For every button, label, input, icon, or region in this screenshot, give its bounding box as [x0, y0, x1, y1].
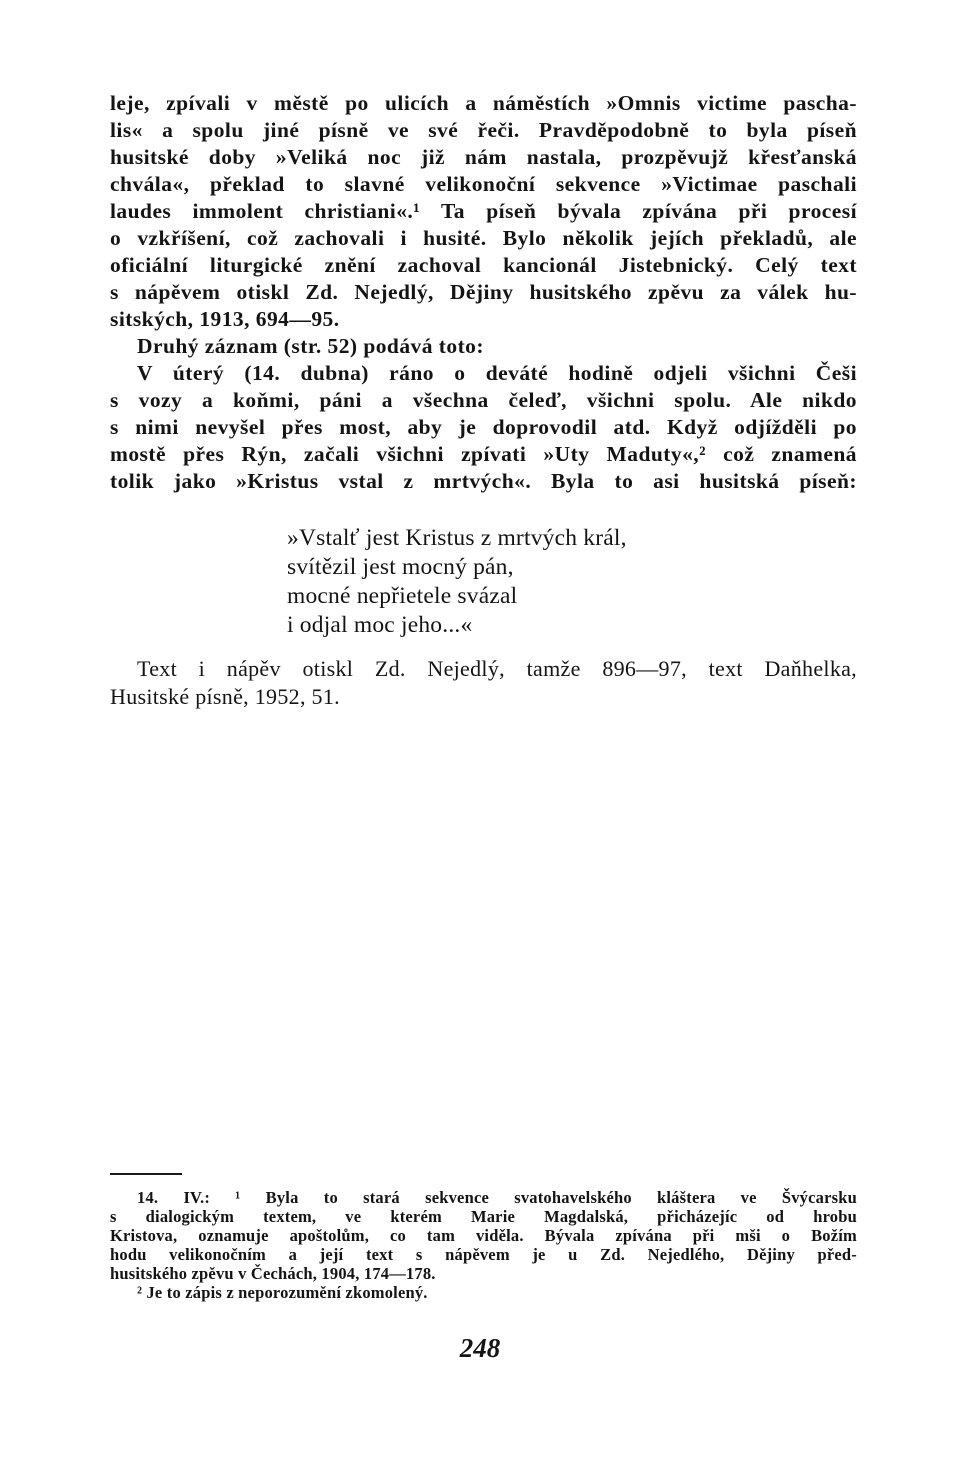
verse-line: i odjal moc jeho...«	[287, 612, 473, 638]
body-line: tolik jako »Kristus vstal z mrtvých«. Byla to asi husitská píseň:	[110, 469, 857, 493]
body-line: husitské doby »Veliká noc již nám nastala, prozpěvujž křesťanská	[110, 145, 857, 169]
closing-paragraph-line: Husitské písně, 1952, 51.	[110, 684, 340, 709]
page-number: 248	[459, 1333, 501, 1363]
footnote-line: s dialogickým textem, ve kterém Marie Magdalská, přicházejíc od hrobu	[110, 1207, 857, 1226]
body-line: chvála«, překlad to slavné velikonoční sekvence »Victimae paschali	[110, 172, 857, 196]
body-line: o vzkříšení, což zachovali i husité. Bylo několik jejích překladů, ale	[110, 226, 857, 250]
verse-line: »Vstalť jest Kristus z mrtvých král,	[287, 525, 627, 551]
closing-paragraph-line: Text i nápěv otiskl Zd. Nejedlý, tamže 896—97, text Daňhelka,	[137, 656, 857, 681]
footnote-rule	[110, 1173, 182, 1175]
body-line: mostě přes Rýn, začali všichni zpívati »Uty Maduty«,² což znamená	[110, 442, 857, 466]
footnote-line: husitského zpěvu v Čechách, 1904, 174—178.	[110, 1264, 436, 1283]
body-line: lis« a spolu jiné písně ve své řeči. Pravděpodobně to byla píseň	[110, 118, 857, 142]
body-line: Druhý záznam (str. 52) podává toto:	[137, 334, 484, 358]
footnote-line: Kristova, oznamuje apoštolům, co tam viděla. Bývala zpívána při mši o Božím	[110, 1226, 857, 1245]
verse-line: mocné nepřietele svázal	[287, 583, 518, 609]
body-line: oficiální liturgické znění zachoval kancionál Jistebnický. Celý text	[110, 253, 857, 277]
body-line: V úterý (14. dubna) ráno o deváté hodině odjeli všichni Češi	[137, 361, 857, 385]
verse-line: svítězil jest mocný pán,	[287, 554, 514, 580]
footnote-line: ² Je to zápis z neporozumění zkomolený.	[137, 1283, 428, 1302]
body-line: sitských, 1913, 694—95.	[110, 307, 340, 331]
body-line: laudes immolent christiani«.¹ Ta píseň bývala zpívána při procesí	[110, 199, 857, 223]
body-line: s nimi nevyšel přes most, aby je doprovodil atd. Když odjížděli po	[110, 415, 857, 439]
footnote-line: hodu velikonočním a její text s nápěvem je u Zd. Nejedlého, Dějiny před-	[110, 1245, 857, 1264]
body-line: s nápěvem otiskl Zd. Nejedlý, Dějiny husitského zpěvu za válek hu-	[110, 280, 857, 304]
body-line: s vozy a koňmi, páni a všechna čeleď, všichni spolu. Ale nikdo	[110, 388, 857, 412]
body-line: leje, zpívali v městě po ulicích a náměstích »Omnis victime pascha-	[110, 91, 857, 115]
footnote-line: 14. IV.: ¹ Byla to stará sekvence svatohavelského kláštera ve Švýcarsku	[137, 1188, 857, 1207]
